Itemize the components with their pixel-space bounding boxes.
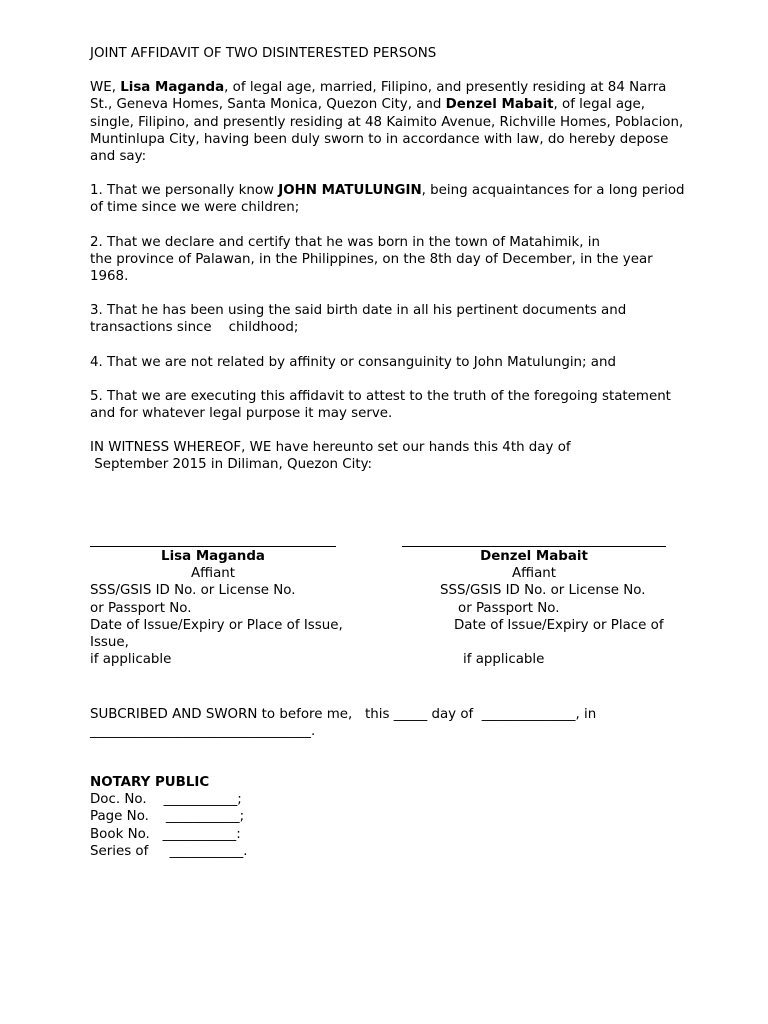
passport-line-left: or Passport No. — [90, 600, 192, 616]
applicable-left: if applicable — [90, 652, 172, 668]
issue-cont-left: Issue, — [90, 635, 129, 651]
item-2-line2: the province of Palawan, in the Philippines, on the 8th day of December, in the year 1968. — [90, 251, 653, 285]
intro-part2: , of legal age, single, Filipino, and presently residing at 48 Kaimito Avenue, Richville Homes, Poblacion, Muntinlupa City, having been duly sworn to in accordance with law, do hereby depose and say: — [90, 97, 684, 165]
affidavit-body — [90, 45, 690, 491]
signature-block-right — [402, 530, 702, 668]
item-5: 5. That we are executing this affidavit to attest to the truth of the foregoing statement and for whatever legal purpose it may serve. — [90, 388, 671, 422]
witness-line1: IN WITNESS WHEREOF, WE have hereunto set our hands this 4th day of — [90, 440, 571, 456]
item-3-line1: 3. That he has been using the said birth date in all his pertinent documents and — [90, 303, 627, 319]
issue-line-left: Date of Issue/Expiry or Place of Issue, — [90, 617, 343, 633]
applicable-right: if applicable — [463, 652, 545, 668]
item-1-pre: 1. That we personally know — [90, 183, 279, 199]
signature-block-left — [90, 530, 390, 668]
witness-line2: September 2015 in Diliman, Quezon City: — [90, 457, 373, 473]
signature-line-right — [402, 530, 666, 547]
issue-line-right: Date of Issue/Expiry or Place of — [454, 617, 664, 633]
item-1-post: , being acquaintances for a long period of time since we were children; — [90, 183, 685, 216]
page-no-line: Page No. ___________; — [90, 809, 245, 825]
jurat-clause — [90, 706, 690, 740]
affiant1-name: Lisa Maganda — [120, 80, 225, 96]
intro-part1: , of legal age, married, Filipino, and presently residing at 84 Narra St., Geneva Homes, Santa Monica, Quezon City, and — [90, 80, 667, 113]
subject-name: JOHN MATULUNGIN — [278, 183, 422, 199]
item-4: 4. That we are not related by affinity or consanguinity to John Matulungin; and — [90, 354, 616, 370]
jurat-line2: _________________________________. — [90, 724, 316, 740]
doc-no-line: Doc. No. ___________; — [90, 792, 242, 808]
notary-heading: NOTARY PUBLIC — [90, 775, 210, 790]
passport-line-right: or Passport No. — [458, 600, 560, 616]
book-no-line: Book No. ___________: — [90, 826, 241, 842]
jurat-line1: SUBCRIBED AND SWORN to before me, this _____ day of ______________, in — [90, 707, 597, 722]
id-line-left: SSS/GSIS ID No. or License No. — [90, 583, 296, 599]
affiant-name-left: Lisa Maganda — [161, 549, 265, 564]
intro-paragraph — [90, 79, 690, 165]
intro-we: WE, — [90, 80, 121, 96]
notary-section — [90, 774, 690, 860]
id-line-right: SSS/GSIS ID No. or License No. — [440, 583, 646, 599]
document-title: JOINT AFFIDAVIT OF TWO DISINTERESTED PERSONS — [90, 46, 437, 61]
signature-line-left — [90, 530, 336, 547]
item-2 — [90, 234, 690, 286]
affiant2-name: Denzel Mabait — [445, 97, 554, 113]
affiant-label-right: Affiant — [511, 566, 557, 582]
witness-clause — [90, 439, 690, 473]
item-3-line2: transactions since childhood; — [90, 320, 299, 336]
signature-section — [90, 530, 690, 680]
series-line: Series of ___________. — [90, 843, 248, 859]
issue-cont-right-blank — [402, 634, 702, 651]
affiant-label-left: Affiant — [190, 566, 236, 582]
affiant-name-right: Denzel Mabait — [480, 549, 588, 564]
item-2-line1: 2. That we declare and certify that he was born in the town of Matahimik, in — [90, 234, 600, 250]
item-3 — [90, 302, 690, 336]
item-1 — [90, 182, 690, 216]
